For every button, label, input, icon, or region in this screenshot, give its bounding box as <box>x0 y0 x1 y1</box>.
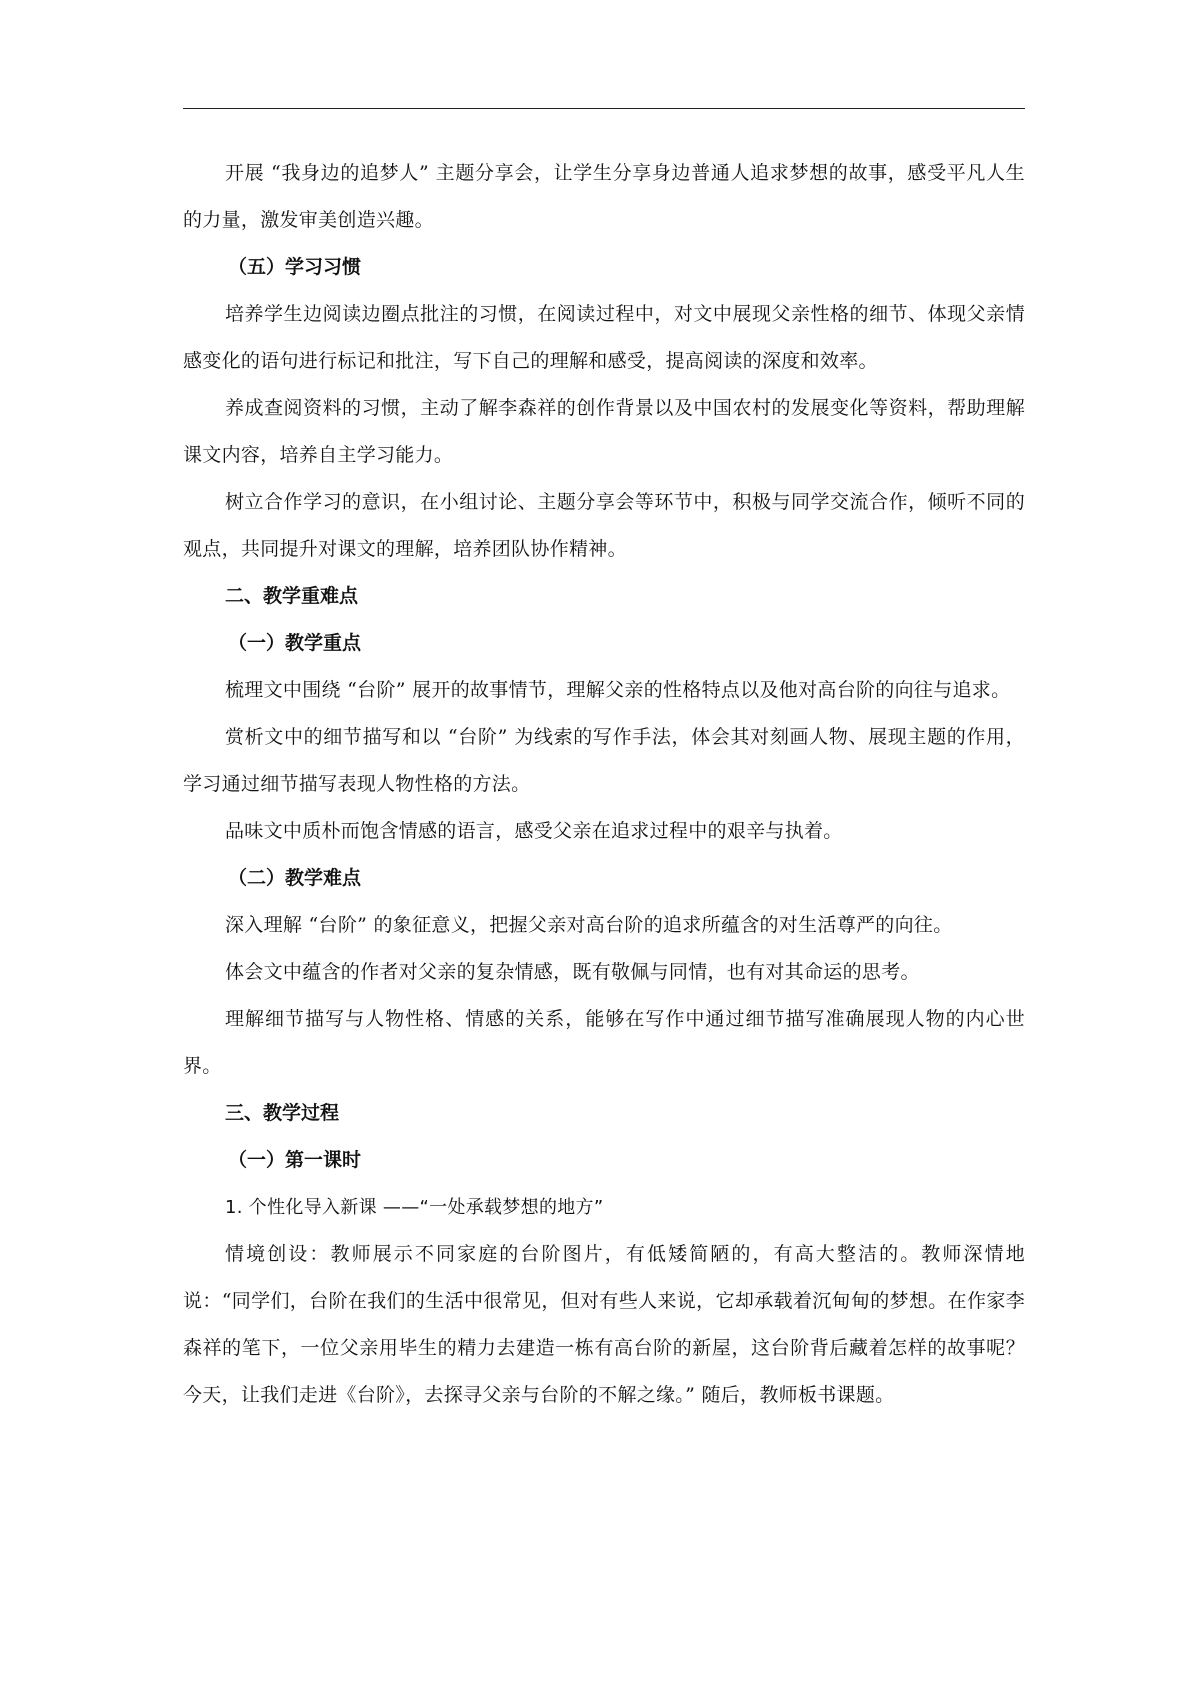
paragraph: 品味文中质朴而饱含情感的语言，感受父亲在追求过程中的艰辛与执着。 <box>225 820 843 842</box>
header-rule <box>183 108 1025 109</box>
paragraph: 赏析文中的细节描写和以 “台阶” 为线索的写作手法，体会其对刻画人物、展现主题的作用，学习通过细节描写表现人物性格的方法。 <box>183 726 1025 795</box>
numbered-item: 1. 个性化导入新课 ——“一处承载梦想的地方” <box>225 1197 604 1218</box>
section-subheading: （二）教学难点 <box>228 867 362 889</box>
section-subheading: （一）第一课时 <box>228 1149 362 1171</box>
section-heading: 三、教学过程 <box>225 1102 340 1124</box>
section-subheading: （一）教学重点 <box>228 632 362 654</box>
paragraph: 深入理解 “台阶” 的象征意义，把握父亲对高台阶的追求所蕴含的对生活尊严的向往。 <box>225 914 953 936</box>
paragraph: 情境创设：教师展示不同家庭的台阶图片，有低矮简陋的，有高大整洁的。教师深情地说：“同学们，台阶在我们的生活中很常见，但对有些人来说，它却承载着沉甸甸的梦想。在作家李森祥的笔下，一位父亲用毕生的精力去建造一栋有高台阶的新屋，这台阶背后藏着怎样的故事呢？今天，让我们走进《台阶》，去探寻父亲与台阶的不解之缘。” 随后，教师板书课题。 <box>183 1243 1025 1406</box>
paragraph: 开展 “我身边的追梦人” 主题分享会，让学生分享身边普通人追求梦想的故事，感受平凡人生的力量，激发审美创造兴趣。 <box>183 162 1025 231</box>
document-body <box>183 150 1025 1419</box>
paragraph: 培养学生边阅读边圈点批注的习惯，在阅读过程中，对文中展现父亲性格的细节、体现父亲情感变化的语句进行标记和批注，写下自己的理解和感受，提高阅读的深度和效率。 <box>183 303 1025 372</box>
section-subheading: （五）学习习惯 <box>228 256 362 278</box>
section-heading: 二、教学重难点 <box>225 585 359 607</box>
paragraph: 树立合作学习的意识，在小组讨论、主题分享会等环节中，积极与同学交流合作，倾听不同的观点，共同提升对课文的理解，培养团队协作精神。 <box>183 491 1025 560</box>
paragraph: 理解细节描写与人物性格、情感的关系，能够在写作中通过细节描写准确展现人物的内心世界。 <box>183 1008 1025 1077</box>
paragraph: 养成查阅资料的习惯，主动了解李森祥的创作背景以及中国农村的发展变化等资料，帮助理解课文内容，培养自主学习能力。 <box>183 397 1025 466</box>
paragraph: 梳理文中围绕 “台阶” 展开的故事情节，理解父亲的性格特点以及他对高台阶的向往与追求。 <box>225 679 1011 701</box>
paragraph: 体会文中蕴含的作者对父亲的复杂情感，既有敬佩与同情，也有对其命运的思考。 <box>225 961 920 983</box>
